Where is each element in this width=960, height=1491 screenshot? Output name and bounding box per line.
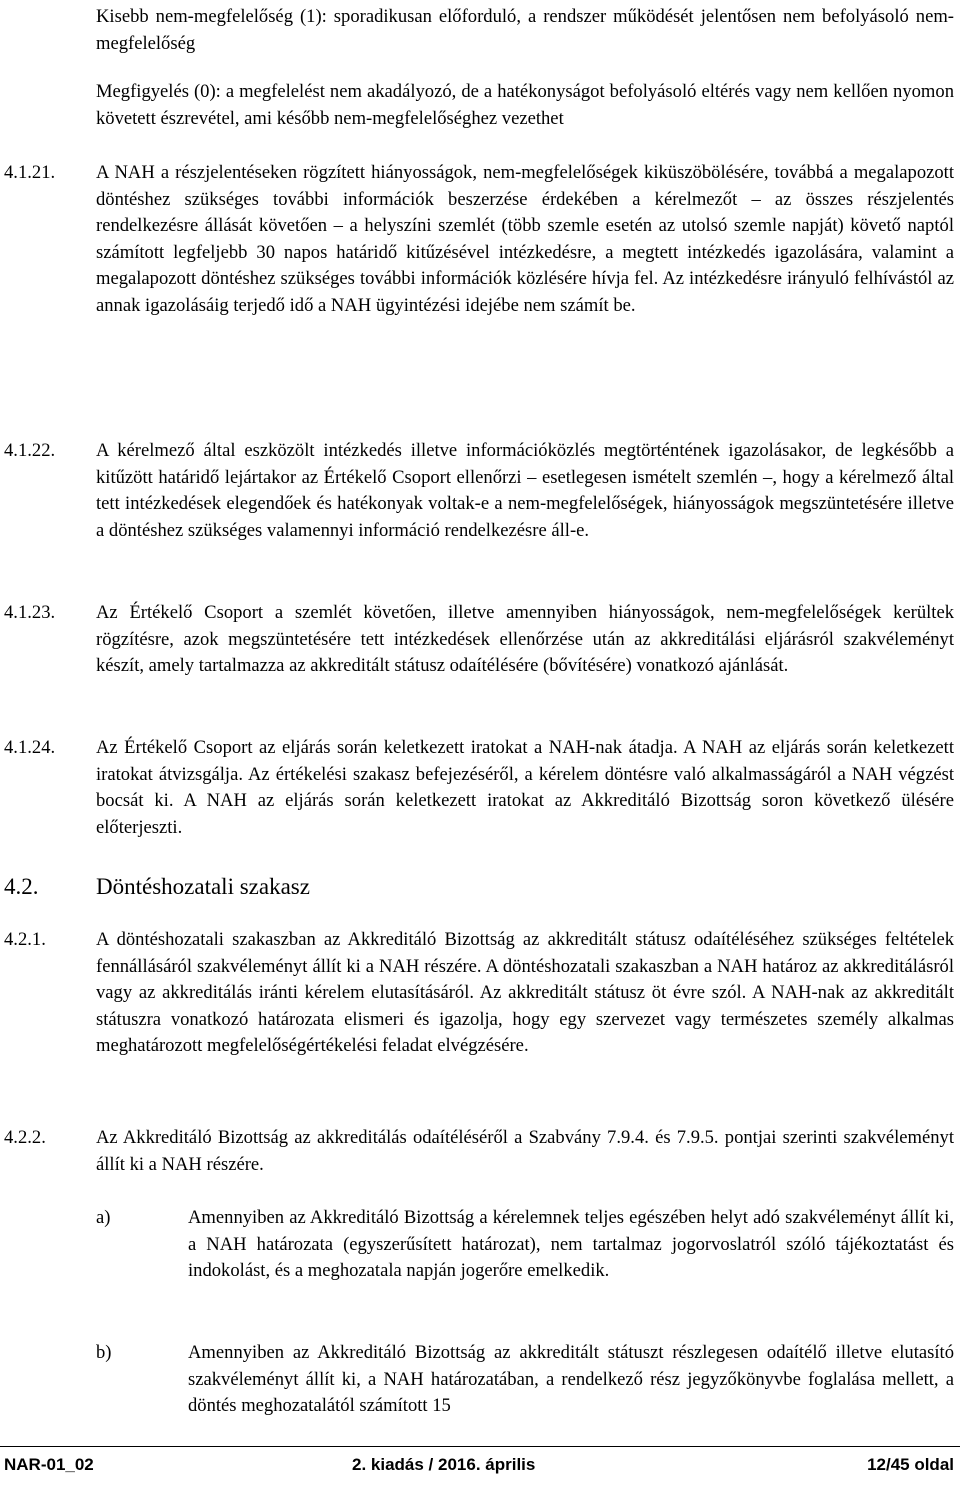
list-item-label-a: a) bbox=[96, 1207, 111, 1228]
paragraph-minor-nonconformity: Kisebb nem-megfelelőség (1): sporadikusan előforduló, a rendszer működését jelentősen nem befolyásoló nem-megfelelőség bbox=[96, 6, 954, 54]
list-item-text-a: Amennyiben az Akkreditáló Bizottság a kérelemnek teljes egészében helyt adó szakvéleményt állít ki, a NAH határozata (egyszerűsített határozat), nem tartalmaz jogorvoslatról szóló tájékoztatást és indokolást, és a meghozatala napján jogerőre emelkedik. bbox=[188, 1207, 954, 1281]
section-number-4-2-1: 4.2.1. bbox=[4, 929, 46, 950]
section-text-4-1-22: A kérelmező által eszközölt intézkedés illetve információközlés megtörténtének igazolásakor, de legkésőbb a kitűzött határidő lejártakor az Értékelő Csoport ellenőrzi – esetlegesen ismételt szemlén –, hogy a kérelmező által tett intézkedések elegendőek és hatékonyak voltak-e a nem-megfelelőségek, hiányosságok megszüntetésére illetve a döntéshez szükséges valamennyi információ rendelkezésre áll-e. bbox=[96, 440, 954, 541]
footer-page-number: 12/45 oldal bbox=[867, 1455, 954, 1474]
section-text-4-1-24: Az Értékelő Csoport az eljárás során keletkezett iratokat a NAH-nak átadja. A NAH az eljárás során keletkezett iratokat átvizsgálja. Az értékelési szakasz befejezéséről, a kérelem döntésre való alkalmasságáról a NAH végzést bocsát ki. A NAH az eljárás során keletkezett iratokat az Akkreditáló Bizottság soron következő ülésére előterjeszti. bbox=[96, 737, 954, 838]
section-text-4-2-2: Az Akkreditáló Bizottság az akkreditálás odaítéléséről a Szabvány 7.9.4. és 7.9.5. pontjai szerinti szakvéleményt állít ki a NAH részére. bbox=[96, 1127, 954, 1175]
paragraph-observation: Megfigyelés (0): a megfelelést nem akadályozó, de a hatékonyságot befolyásoló eltérés vagy nem kellően nyomon követett észrevétel, ami később nem-megfelelőséghez vezethet bbox=[96, 81, 954, 129]
section-number-4-1-22: 4.1.22. bbox=[4, 440, 56, 461]
section-number-4-1-21: 4.1.21. bbox=[4, 162, 56, 183]
heading-title: Döntéshozatali szakasz bbox=[96, 874, 310, 899]
footer-edition: 2. kiadás / 2016. április bbox=[352, 1455, 536, 1474]
section-number-4-2-2: 4.2.2. bbox=[4, 1127, 46, 1148]
footer-doc-code: NAR-01_02 bbox=[4, 1455, 94, 1474]
footer-divider bbox=[0, 1446, 960, 1447]
section-text-4-1-21: A NAH a részjelentéseken rögzített hiányosságok, nem-megfelelőségek kiküszöbölésére, továbbá a megalapozott döntéshez szükséges további információk beszerzése érdekében a kérelmezőt – az összes részjelentés rendelkezésre állását követően – a helyszíni szemlét (több szemle esetén az utolsó szemle napját) követő naptól számított legfeljebb 30 napos határidő kitűzésével intézkedésre, a megtett intézkedés igazolására, valamint a megalapozott döntéshez szükséges további információk közlésére hívja fel. Az intézkedésre irányuló felhívástól az annak igazolásáig terjedő idő a NAH ügyintézési idejébe nem számít be. bbox=[96, 162, 954, 316]
list-item-label-b: b) bbox=[96, 1342, 112, 1363]
list-item-text-b: Amennyiben az Akkreditáló Bizottság az akkreditált státuszt részlegesen odaítélő illetve elutasító szakvéleményt állít ki, a NAH határozatában, a rendelkező rész jegyzőkönyvbe foglalása mellett, a döntés meghozatalától számított 15 bbox=[188, 1342, 954, 1416]
section-text-4-2-1: A döntéshozatali szakaszban az Akkreditáló Bizottság az akkreditált státusz odaítéléséhez szükséges feltételek fennállásáról szakvéleményt állít ki a NAH részére. A döntéshozatali szakaszban a NAH határoz az akkreditálásról vagy az akkreditálás iránti kérelem elutasításáról. Az akkreditált státusz öt évre szól. A NAH-nak az akkreditált státuszra vonatkozó határozata elismeri és igazolja, hogy egy szervezet vagy természetes személy alkalmas meghatározott megfelelőségértékelési feladat elvégzésére. bbox=[96, 929, 954, 1056]
section-text-4-1-23: Az Értékelő Csoport a szemlét követően, illetve amennyiben hiányosságok, nem-megfelelőségek kerültek rögzítésre, azok megszüntetésére tett intézkedések ellenőrzése után az akkreditálási eljárásról szakvéleményt készít, amely tartalmazza az akkreditált státusz odaítélésére (bővítésére) vonatkozó ajánlását. bbox=[96, 602, 954, 676]
section-number-4-1-24: 4.1.24. bbox=[4, 737, 56, 758]
heading-number: 4.2. bbox=[4, 874, 39, 899]
section-number-4-1-23: 4.1.23. bbox=[4, 602, 56, 623]
